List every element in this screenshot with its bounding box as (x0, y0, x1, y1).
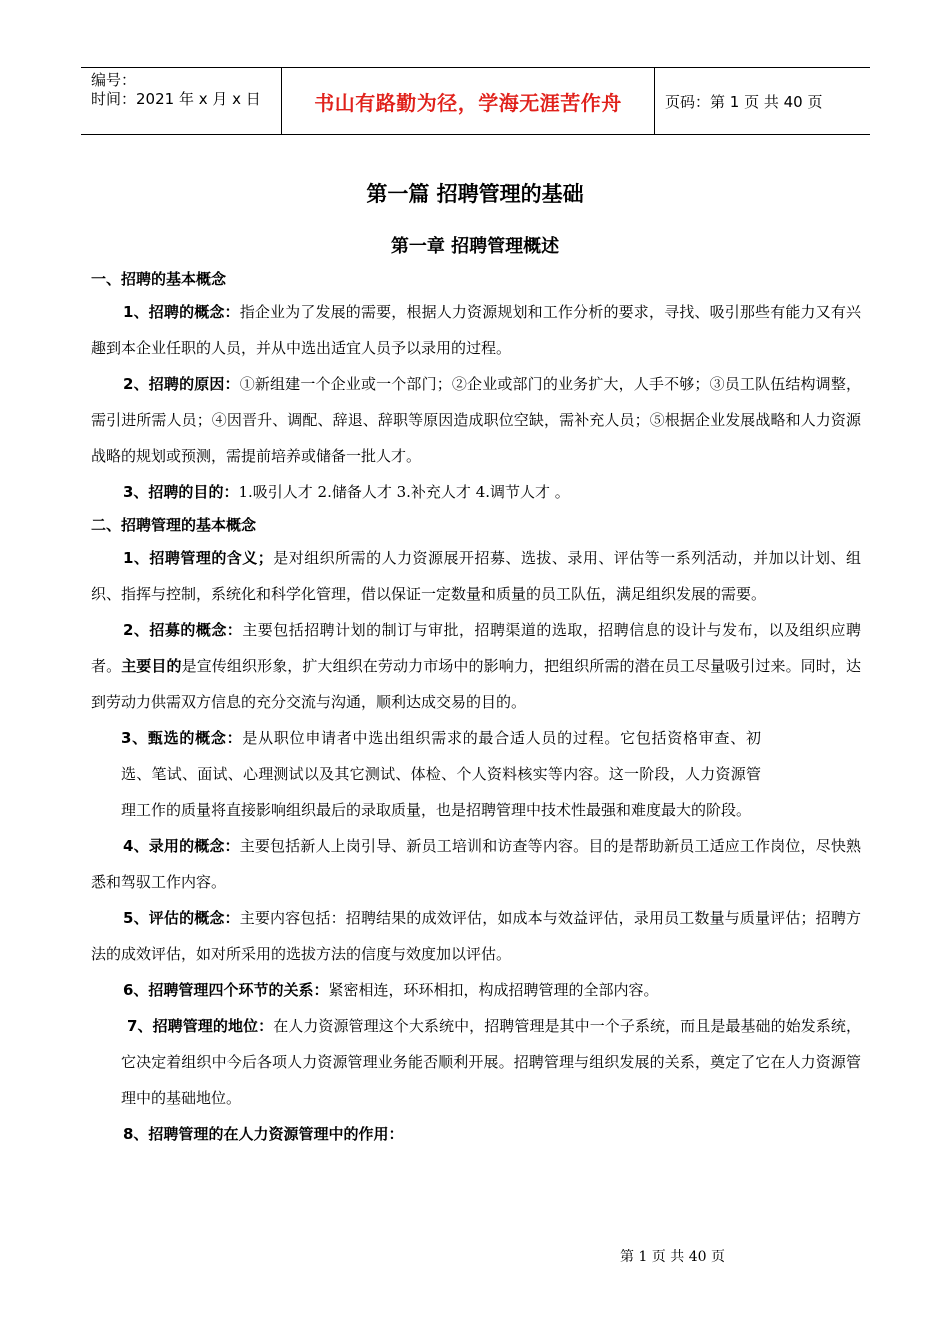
part-title: 第一篇 招聘管理的基础 (366, 182, 584, 206)
item-text: 主要包括新人上岗引导、新员工培训和访查等内容。目的是帮助新员工适应工作岗位，尽快熟悉和驾驭工作内容。 (91, 837, 861, 891)
paragraph-recruitment-reasons (91, 366, 861, 474)
paragraph-management-status (91, 1008, 861, 1116)
page-header (81, 67, 870, 135)
item-text: ①新组建一个企业或一个部门；②企业或部门的业务扩大，人手不够；③员工队伍结构调整，需引进所需人员；④因晋升、调配、辞退、辞职等原因造成职位空缺，需补充人员；⑤根据企业发展战略和人力资源战略的规划或预测，需提前培养或储备一批人才。 (91, 375, 861, 465)
item-label: 3、招聘的目的： (123, 483, 239, 501)
item-label: 4、录用的概念： (123, 837, 240, 855)
item-label: 7、招聘管理的地位： (127, 1017, 274, 1035)
paragraph-recruitment-purpose (91, 474, 861, 510)
chapter-title: 第一章 招聘管理概述 (390, 236, 560, 257)
item-text: 是宣传组织形象，扩大组织在劳动力市场中的影响力，把组织所需的潜在员工尽量吸引过来。同时，达到劳动力供需双方信息的充分交流与沟通，顺利达成交易的目的。 (91, 657, 861, 711)
number-label: 编号： (91, 71, 137, 89)
header-meta (81, 68, 281, 134)
item-text: 主要内容包括：招聘结果的成效评估，如成本与效益评估，录用员工数量与质量评估；招聘方法的成效评估，如对所采用的选拔方法的信度与效度加以评估。 (91, 909, 861, 963)
paragraph-hiring-concept (91, 828, 861, 900)
paragraph-recruitment-concept (91, 294, 861, 366)
header-motto: 书山有路勤为径，学海无涯苦作舟 (281, 68, 655, 134)
item-label: 1、招聘的概念： (123, 303, 240, 321)
paragraph-evaluation-concept (91, 900, 861, 972)
item-label: 2、招聘的原因： (123, 375, 240, 393)
page-footer: 第 1 页 共 40 页 (620, 1249, 725, 1265)
item-emphasis: 主要目的 (121, 657, 182, 675)
item-label: 5、评估的概念： (123, 909, 240, 927)
paragraph-recruiting-concept (91, 612, 861, 720)
paragraph-selection-concept (91, 720, 761, 828)
item-label: 1、招聘管理的含义； (123, 549, 273, 567)
paragraph-management-role (91, 1116, 861, 1152)
item-text: 主要包括招聘计划的制订与审批，招聘渠道的选取，招聘信息的设计与发布，以及组织应聘者。 (91, 621, 861, 675)
item-label: 6、招聘管理四个环节的关系： (123, 981, 329, 999)
section-heading-1: 一、招聘的基本概念 (91, 270, 227, 288)
item-label: 2、招募的概念： (123, 621, 243, 639)
item-text: 紧密相连，环环相扣，构成招聘管理的全部内容。 (328, 981, 659, 999)
item-text: 指企业为了发展的需要，根据人力资源规划和工作分析的要求，寻找、吸引那些有能力又有兴趣到本企业任职的人员，并从中选出适宜人员予以录用的过程。 (91, 303, 861, 357)
item-text: 1.吸引人才 2.储备人才 3.补充人才 4.调节人才 。 (238, 483, 570, 501)
item-label: 8、招聘管理的在人力资源管理中的作用： (123, 1125, 404, 1143)
item-text: 是从职位申请者中选出组织需求的最合适人员的过程。它包括资格审查、初选、笔试、面试、心理测试以及其它测试、体检、个人资料核实等内容。这一阶段，人力资源管理工作的质量将直接影响组织最后的录取质量，也是招聘管理中技术性最强和难度最大的阶段。 (121, 729, 761, 819)
item-text: 是对组织所需的人力资源展开招募、选拔、录用、评估等一系列活动，并加以计划、组织、指挥与控制，系统化和科学化管理，借以保证一定数量和质量的员工队伍，满足组织发展的需要。 (91, 549, 861, 603)
header-page-info: 页码：第 1 页 共 40 页 (665, 92, 823, 111)
section-heading-2: 二、招聘管理的基本概念 (91, 516, 257, 534)
time-label: 时间：2021 年 x 月 x 日 (91, 90, 261, 108)
paragraph-management-meaning (91, 540, 861, 612)
document-body (91, 264, 861, 1152)
item-text: 在人力资源管理这个大系统中，招聘管理是其中一个子系统，而且是最基础的始发系统，它决定着组织中今后各项人力资源管理业务能否顺利开展。招聘管理与组织发展的关系，奠定了它在人力资源管理中的基础地位。 (121, 1017, 861, 1107)
item-label: 3、甄选的概念： (121, 729, 243, 747)
paragraph-four-stages (91, 972, 861, 1008)
